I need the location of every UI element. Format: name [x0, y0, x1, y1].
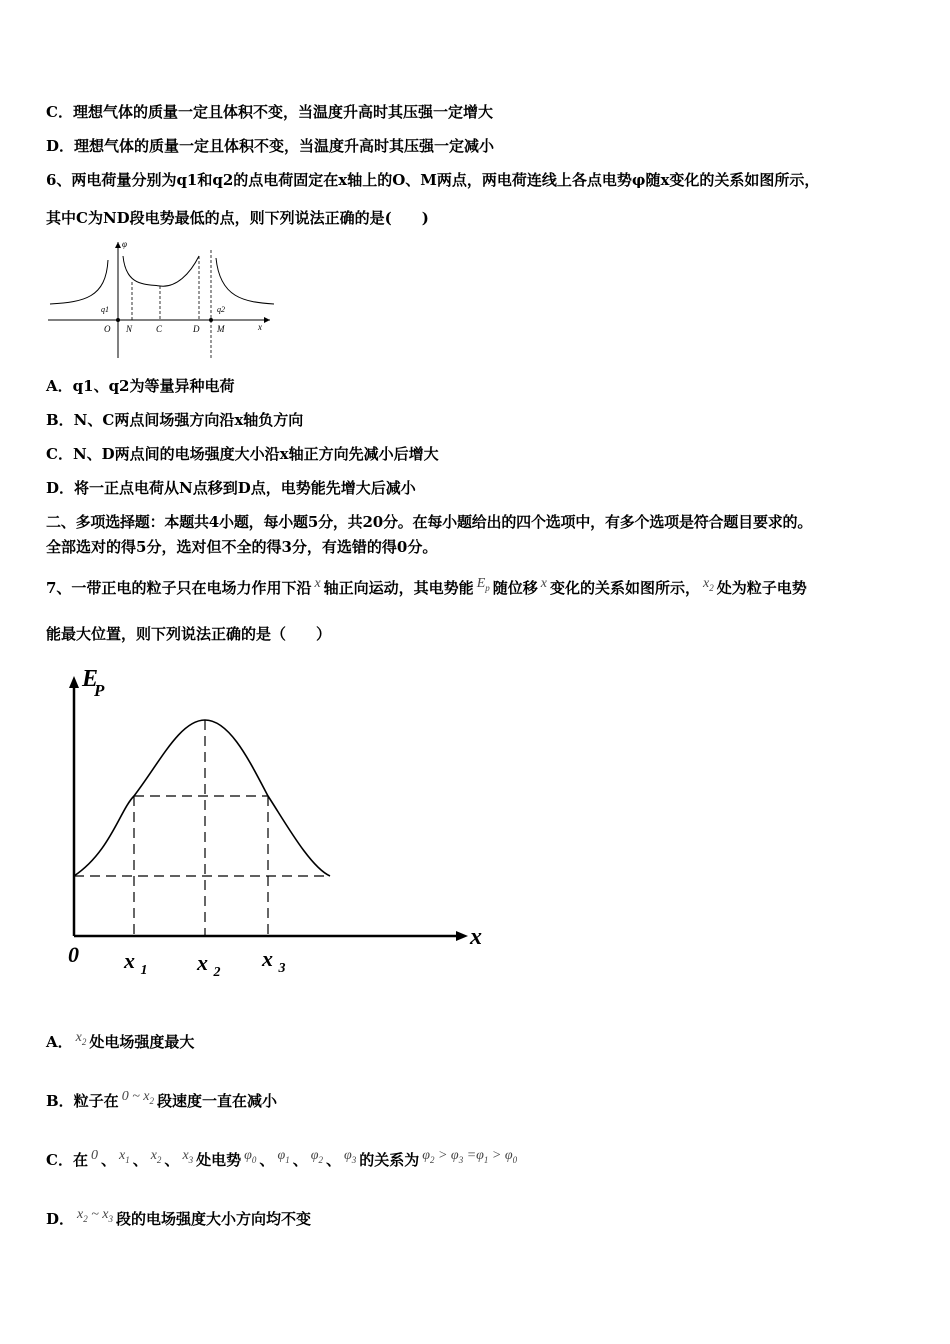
q7-option-d-letter: D． — [46, 1210, 75, 1228]
q7-stem-a: 7、一带正电的粒子只在电场力作用下沿 — [46, 579, 312, 597]
q6-stem-line2: 其中C为ND段电势最低的点，则下列说法正确的是( ) — [46, 209, 429, 227]
q7-option-c: C．在 0 、 $x_1$ 、 $x_2$ 、 $x_3$ 处电势 $\varphi_0$ 、 $\varphi_1$ 、 $\varphi_2$ 、 $\varphi_3$ 的关系为 $\varphi_2 > \varphi_3 =\varphi_1 > \varphi_0$ — [46, 1148, 518, 1169]
q6-label-m: M — [217, 324, 225, 334]
q7-stem-d: 变化的关系如图所示， — [549, 579, 700, 597]
q7-tick-x2-text: x — [197, 950, 208, 975]
q7-tick-x1: x $_1$ — [124, 948, 148, 978]
q6-label-q1: q1 — [101, 305, 109, 314]
q7-stem-c: 随位移 — [492, 579, 538, 597]
q6-right-curve — [216, 258, 274, 304]
section2-instructions-line1: 二、多项选择题：本题共4小题，每小题5分，共20分。在每小题给出的四个选项中，有多个选项是符合题目要求的。 — [46, 513, 813, 531]
q6-option-b: B．N、C两点间场强方向沿x轴负方向 — [46, 411, 304, 429]
q6-option-c: C．N、D两点间的电场强度大小沿x轴正方向先减小后增大 — [46, 445, 439, 463]
q7-tick-x2: x $_2$ — [197, 950, 221, 980]
q7-option-b-text: 段速度一直在减小 — [156, 1092, 277, 1110]
q6-label-d: D — [193, 324, 200, 334]
q6-x-label: x — [258, 322, 262, 332]
q6-potential-figure — [44, 236, 280, 362]
q6-label-n: N — [126, 324, 133, 334]
q6-middle-curve — [123, 256, 199, 286]
q7-option-c-letter: C．在 — [46, 1151, 88, 1169]
q7-option-b-letter: B．粒子在 — [46, 1092, 119, 1110]
q7-y-label-sub: P — [94, 681, 105, 700]
q7-origin-label: 0 — [68, 942, 79, 967]
q7-tick-x1-text: x — [124, 948, 135, 973]
q7-option-a-text: 处电场强度最大 — [89, 1033, 195, 1051]
q7-stem-line1 — [46, 574, 807, 598]
q7-tick-x3-text: x — [262, 946, 273, 971]
q7-x-label: x — [470, 924, 482, 950]
q6-stem-line1: 6、两电荷量分别为q1和q2的点电荷固定在x轴上的O、M两点，两电荷连线上各点电势φ随x变化的关系如图所示， — [46, 171, 820, 189]
q6-label-o: O — [104, 324, 111, 334]
q7-option-c-text: 的关系为 — [359, 1151, 420, 1169]
q6-label-c: C — [156, 324, 163, 334]
q7-stem-e: 处为粒子电势 — [716, 579, 807, 597]
q7-stem-b: 轴正向运动，其电势能 — [323, 579, 474, 597]
q7-option-c-mid: 处电势 — [196, 1151, 242, 1169]
q6-phi-label: φ — [122, 239, 127, 249]
q7-math-ep: $E_p$ — [476, 576, 490, 593]
section2-instructions-line2: 全部选对的得5分，选对但不全的得3分，有选错的得0分。 — [46, 538, 438, 556]
q5-option-c: C．理想气体的质量一定且体积不变，当温度升高时其压强一定增大 — [46, 103, 493, 121]
q7-option-a: A． $x_2$ 处电场强度最大 — [46, 1030, 195, 1051]
q7-stem-line2: 能最大位置，则下列说法正确的是（ ） — [46, 625, 332, 643]
q7-option-a-letter: A． — [46, 1033, 73, 1051]
q6-label-q2: q2 — [217, 305, 225, 314]
q7-tick-x3: x $_3$ — [262, 946, 286, 976]
q6-option-a: A．q1、q2为等量异种电荷 — [46, 377, 235, 395]
q7-y-label: E — [82, 666, 99, 692]
q6-option-d: D．将一正点电荷从N点移到D点，电势能先增大后减小 — [46, 479, 416, 497]
q7-math-x2: x — [540, 576, 547, 591]
q7-option-b: B．粒子在 0 ~ $x_2$ 段速度一直在减小 — [46, 1089, 277, 1110]
q7-energy-figure — [60, 662, 490, 982]
q7-math-x: x — [314, 576, 321, 591]
q7-energy-curve — [74, 720, 330, 876]
q7-math-x2-pos: $x_2$ — [703, 576, 714, 593]
q5-option-d: D．理想气体的质量一定且体积不变，当温度升高时其压强一定减小 — [46, 137, 495, 155]
q7-option-d-text: 段的电场强度大小方向均不变 — [116, 1210, 312, 1228]
q6-left-curve — [50, 260, 108, 304]
q7-option-d: D． $x_2$ ~ $x_3$ 段的电场强度大小方向均不变 — [46, 1207, 312, 1228]
